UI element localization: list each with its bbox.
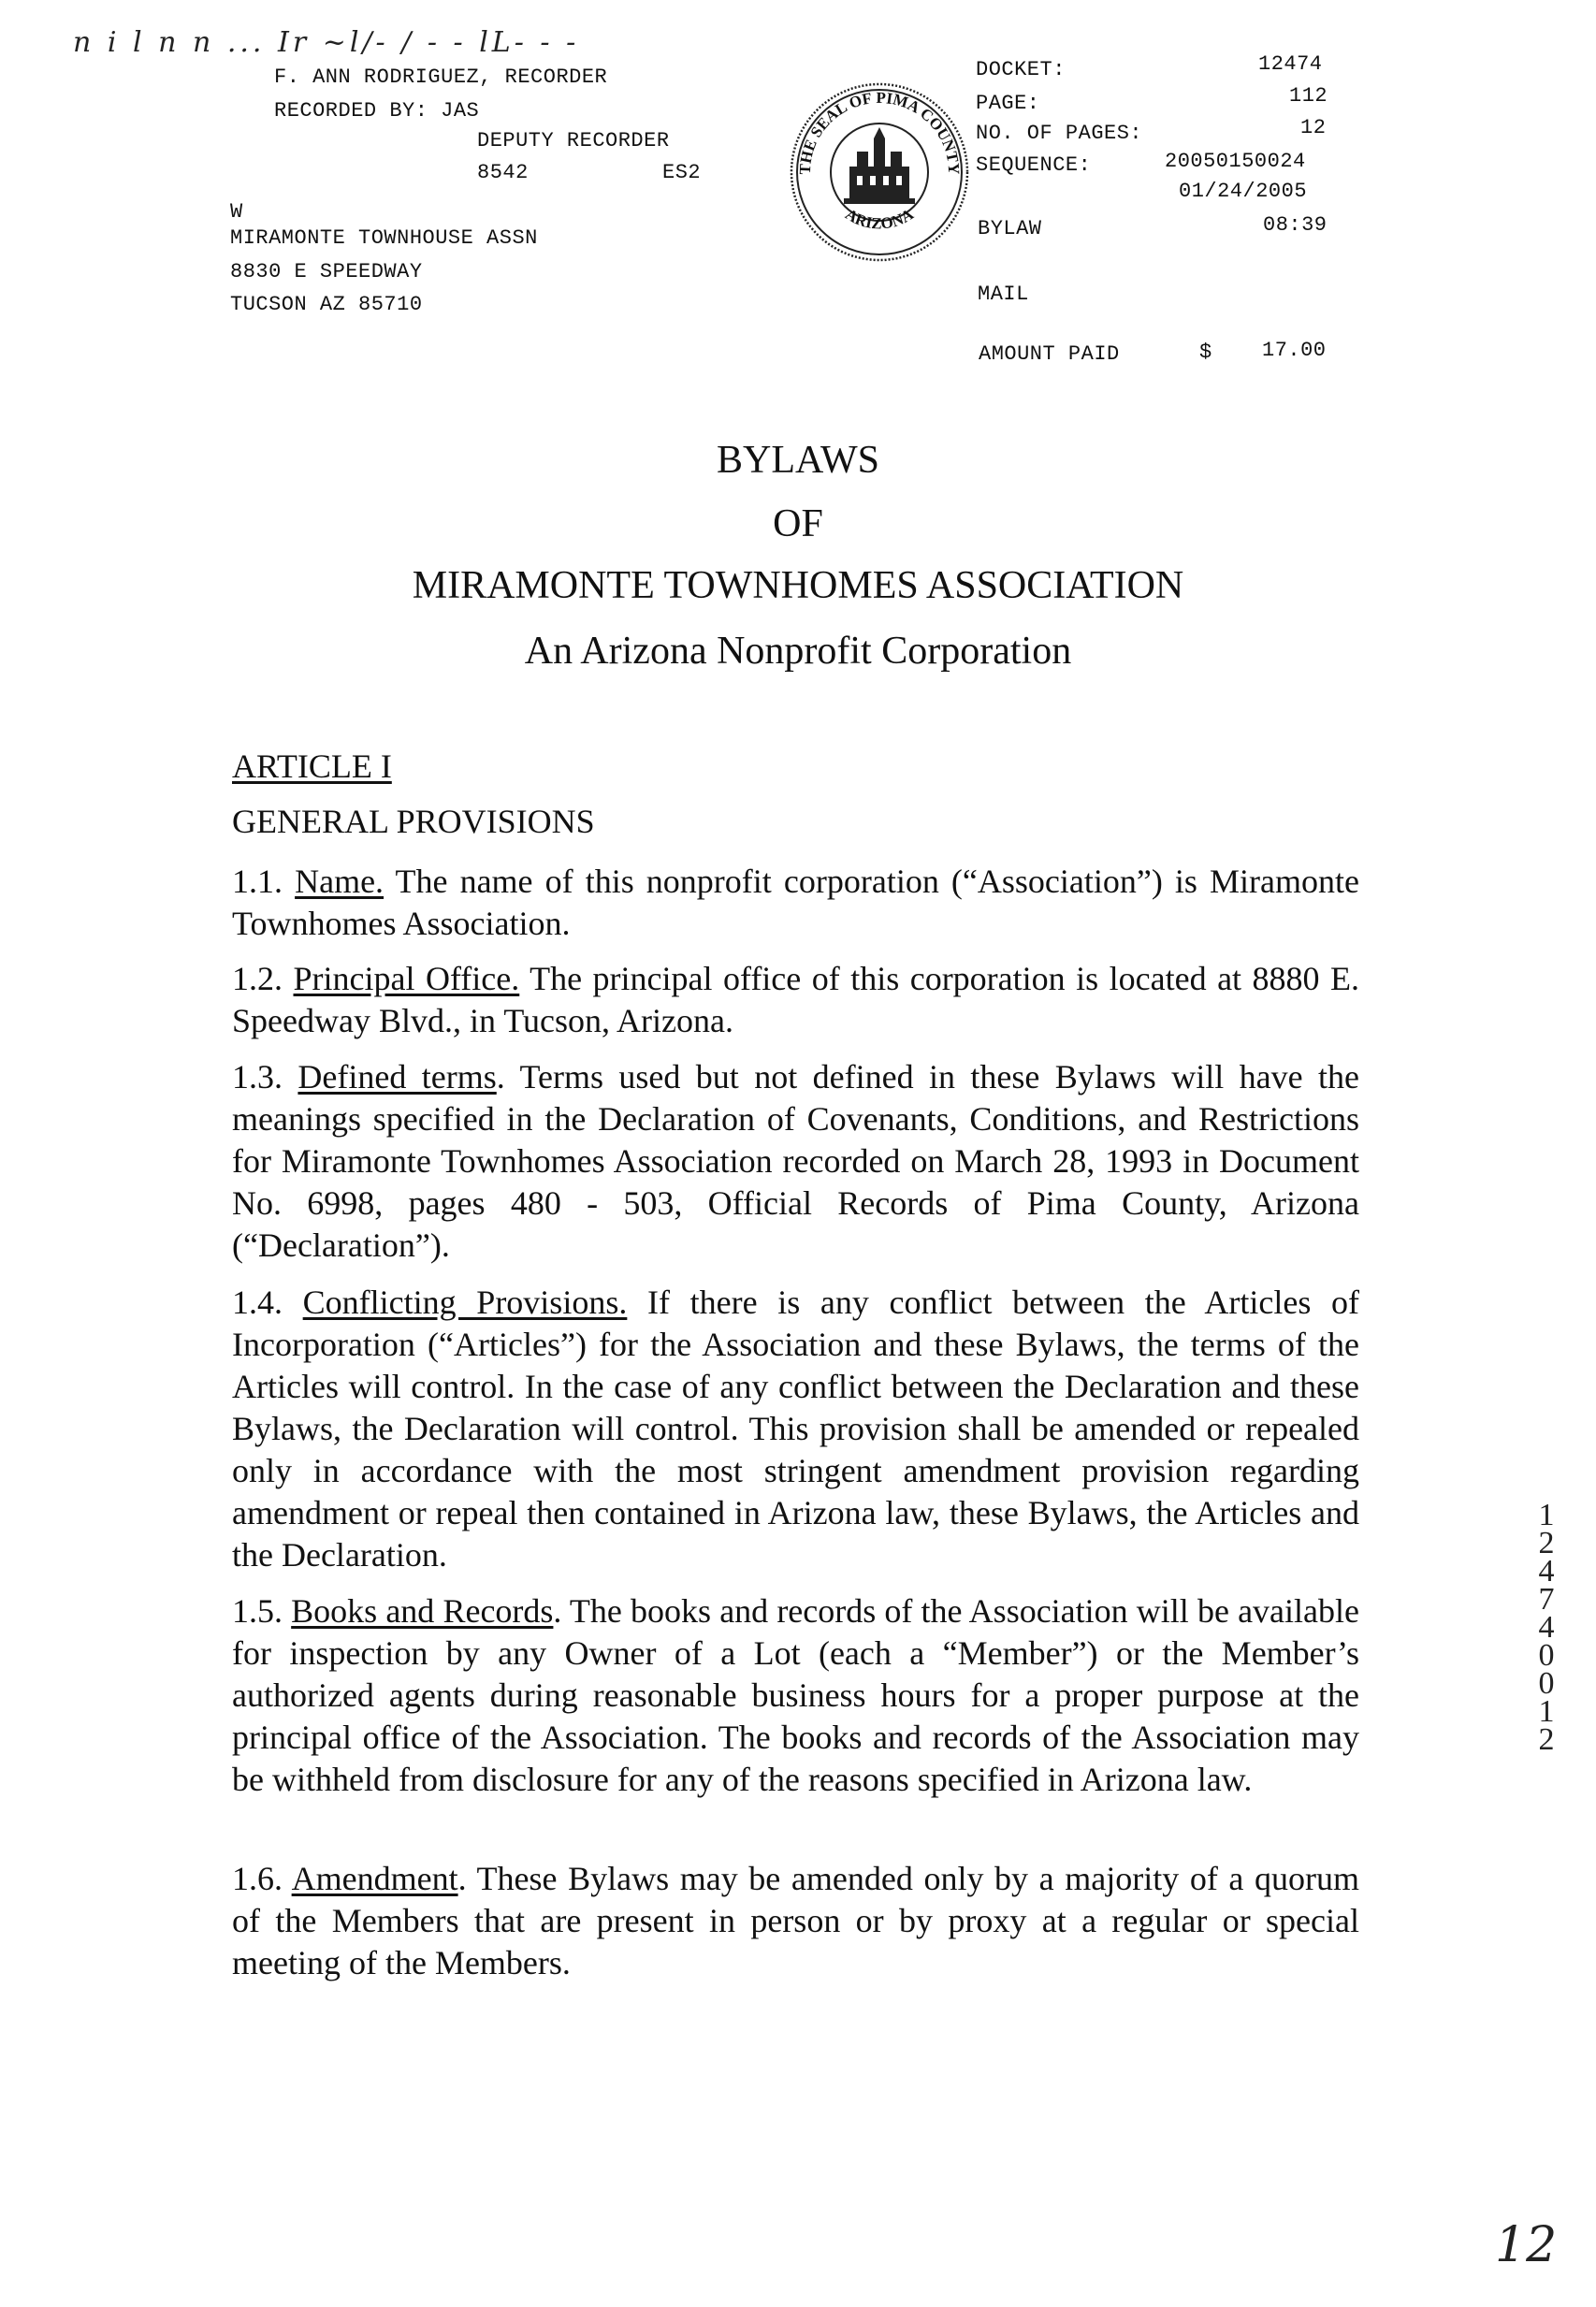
address-line-1: MIRAMONTE TOWNHOUSE ASSN [230, 226, 538, 250]
section-1-1 [232, 861, 1359, 945]
amount-label: AMOUNT PAID [979, 342, 1120, 366]
svg-text:ARIZONA [842, 205, 917, 233]
section-1-4 [232, 1282, 1359, 1576]
section-1-5 [232, 1590, 1359, 1801]
county-seal [786, 73, 973, 271]
section-title: Amendment [291, 1860, 458, 1897]
section-number: 1.2. [232, 960, 283, 997]
record-date: 01/24/2005 [1179, 180, 1308, 203]
sequence-label: SEQUENCE: [976, 153, 1092, 177]
deputy-recorder: DEPUTY RECORDER [477, 129, 670, 152]
title-subtitle: An Arizona Nonprofit Corporation [524, 630, 1072, 673]
seal-building-emblem [844, 127, 915, 204]
section-number: 1.6. [232, 1860, 283, 1897]
section-text: . These Bylaws may be amended only by a majority of a quorum of the Members that are present in person or by proxy at a regular or special meeting of the Members. [232, 1860, 1359, 1981]
section-number: 1.4. [232, 1284, 283, 1321]
page-label: PAGE: [976, 92, 1040, 115]
section-title: Books and Records [291, 1592, 554, 1630]
section-number: 1.1. [232, 863, 283, 900]
handwritten-scribble: n i l n n ... Ir ~l/- / - - lL- - - [73, 26, 580, 59]
title-of: OF [773, 502, 823, 545]
section-title: Name. [295, 863, 384, 900]
title-bylaws: BYLAWS [717, 439, 879, 482]
seal-top-text: THE SEAL OF PIMA COUNTY [795, 88, 964, 175]
address-line-3: TUCSON AZ 85710 [230, 293, 423, 316]
title-association: MIRAMONTE TOWNHOMES ASSOCIATION [412, 564, 1184, 607]
docket-label: DOCKET: [976, 58, 1066, 81]
handwritten-page-mark: 12 [1495, 2217, 1558, 2273]
section-number: 1.5. [232, 1592, 283, 1630]
record-time: 08:39 [1263, 213, 1328, 237]
section-1-6 [232, 1858, 1359, 1984]
section-number: 1.3. [232, 1058, 283, 1095]
recorder-code-b: ES2 [662, 161, 702, 184]
recorder-name: F. ANN RODRIGUEZ, RECORDER [274, 65, 608, 89]
article-subheading: GENERAL PROVISIONS [232, 803, 595, 840]
amount-currency: $ [1199, 341, 1212, 364]
document-type: BYLAW [978, 217, 1042, 240]
address-line-2: 8830 E SPEEDWAY [230, 260, 423, 283]
pages-label: NO. OF PAGES: [976, 122, 1143, 145]
page-value: 112 [1289, 84, 1328, 108]
amount-value: 17.00 [1262, 339, 1327, 362]
section-text: . Terms used but not defined in these Bylaws will have the meanings specified in the Declaration of Covenants, Conditions, and Restrictions for Miramonte Townhomes Association recorded on March 28, 1993 in Document No. 6998, pages 480 - 503, Official Records of Pima County, Arizona (“Declaration”). [232, 1058, 1359, 1264]
section-text: The name of this nonprofit corporation (“Association”) is Miramonte Townhomes Association. [232, 863, 1359, 942]
section-1-2 [232, 958, 1359, 1042]
margin-document-number: 12474 0012 [1538, 1498, 1555, 1757]
section-title: Defined terms [297, 1058, 497, 1095]
recorder-code-a: 8542 [477, 161, 529, 184]
section-title: Conflicting Provisions. [302, 1284, 628, 1321]
article-heading: ARTICLE I [232, 747, 392, 785]
sequence-value: 20050150024 [1165, 150, 1306, 173]
section-text: . The books and records of the Association will be available for inspection by any Owner of a Lot (each a “Member”) or the Member’s authorized agents during reasonable business hours for a proper purpose at the principal office of the Association. The books and records of the Association may be withheld from disclosure for any of the reasons specified in Arizona law. [232, 1592, 1360, 1798]
section-text: The principal office of this corporation is located at 8880 E. Speedway Blvd., in Tucson, Arizona. [232, 960, 1360, 1039]
recorded-by: RECORDED BY: JAS [274, 99, 480, 123]
pages-value: 12 [1300, 116, 1327, 139]
section-text: If there is any conflict between the Articles of Incorporation (“Articles”) for the Association and these Bylaws, the terms of the Articles will control. In the case of any conflict between the Declaration and these Bylaws, the Declaration will control. This provision shall be amended or repealed only in accordance with the most stringent amendment provision regarding amendment or repeal then contained in Arizona law, these Bylaws, the Articles and the Declaration. [232, 1284, 1359, 1574]
docket-value: 12474 [1258, 52, 1323, 76]
w-mark: W [230, 200, 243, 224]
section-title: Principal Office. [293, 960, 520, 997]
mail-label: MAIL [978, 283, 1029, 306]
seal-bottom-text: ARIZONA [842, 205, 917, 233]
section-1-3 [232, 1056, 1359, 1267]
